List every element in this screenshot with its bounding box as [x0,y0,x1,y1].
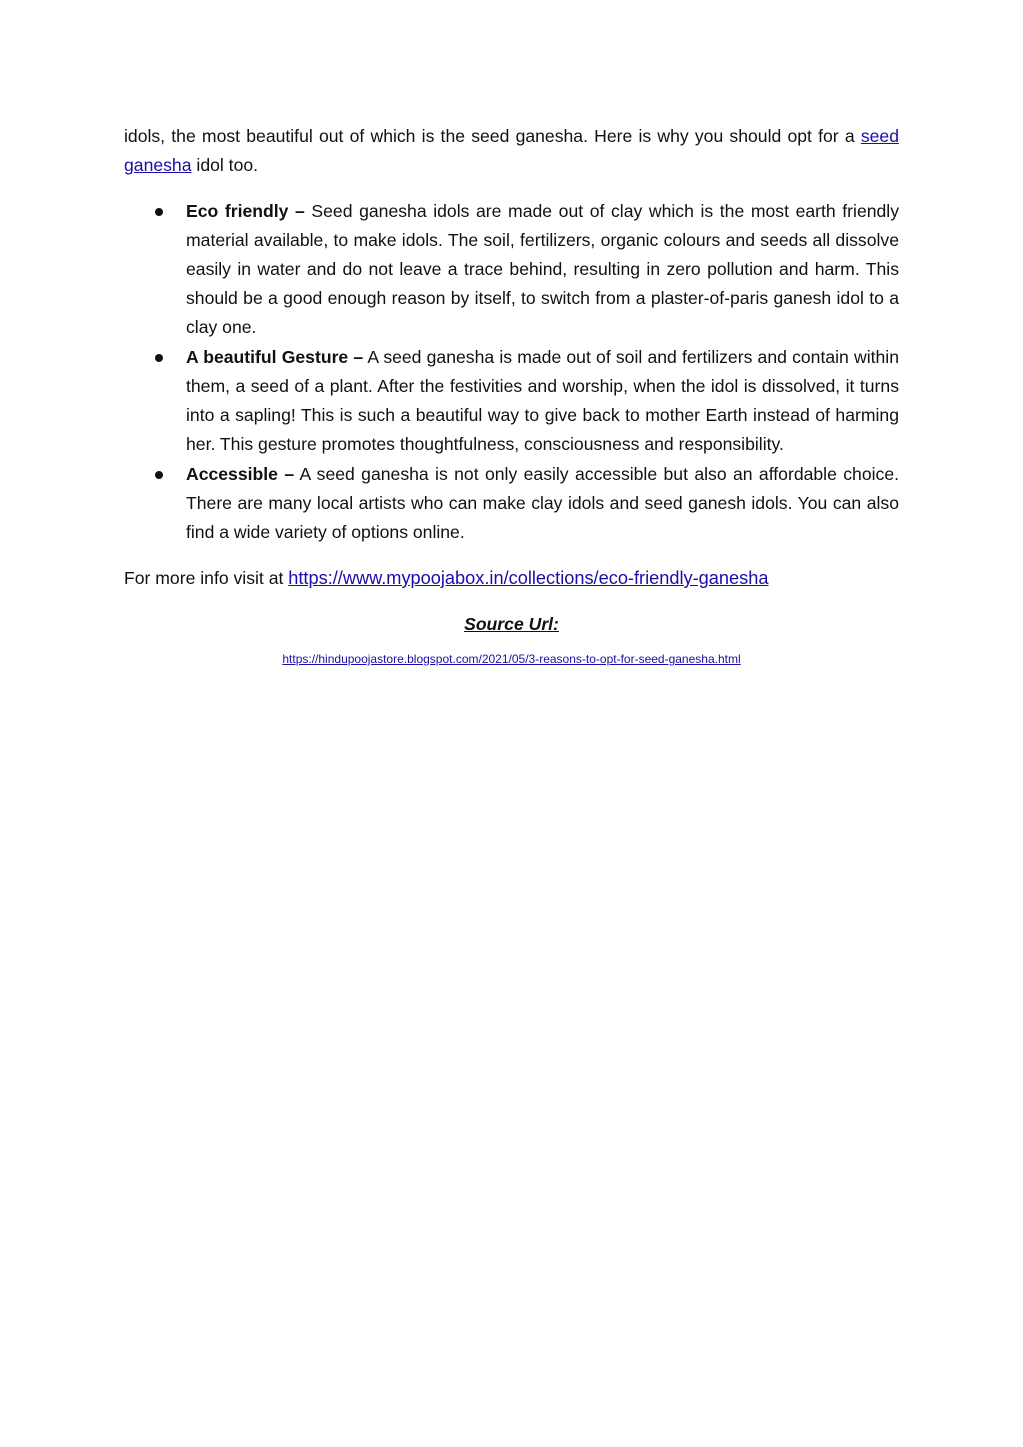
bullet-icon [155,208,163,216]
source-url-link[interactable]: https://hindupoojastore.blogspot.com/2021/05/3-reasons-to-opt-for-seed-ganesha.html [282,652,741,666]
bullet-icon [155,471,163,479]
intro-text-before: idols, the most beautiful out of which is the seed ganesha. Here is why you should opt for a [124,126,861,146]
bullet-icon [155,354,163,362]
bullet-body: A seed ganesha is made out of soil and fertilizers and contain within them, a seed of a plant. After the festivities and worship, when the idol is dissolved, it turns into a sapling! This is such a beautiful way to give back to mother Earth instead of harming her. This gesture promotes thoughtfulness, consciousness and responsibility. [186,347,899,454]
bullet-title: Eco friendly – [186,201,305,221]
bullet-title: Accessible – [186,464,295,484]
source-url-heading: Source Url: [464,614,559,634]
mypoojabox-link[interactable]: https://www.mypoojabox.in/collections/eco-friendly-ganesha [288,568,769,588]
seed-ganesha-link[interactable]: seed ganesha [124,126,899,175]
benefits-list [124,197,899,547]
list-item-eco-friendly [124,197,899,342]
more-info-line [124,564,899,593]
intro-paragraph [124,122,899,180]
more-info-label: For more info visit at [124,568,289,588]
source-url-line [124,651,899,667]
bullet-body: A seed ganesha is not only easily accessible but also an affordable choice. There are many local artists who can make clay idols and seed ganesh idols. You can also find a wide variety of options online. [186,464,899,542]
intro-text-after: idol too. [191,155,259,175]
list-item-accessible [124,460,899,547]
list-item-beautiful-gesture [124,343,899,459]
bullet-body: Seed ganesha idols are made out of clay which is the most earth friendly material available, to make idols. The soil, fertilizers, organic colours and seeds all dissolve easily in water and do not leave a trace behind, resulting in zero pollution and harm. This should be a good enough reason by itself, to switch from a plaster-of-paris ganesh idol to a clay one. [186,201,900,337]
document-body [124,122,899,667]
bullet-title: A beautiful Gesture – [186,347,364,367]
